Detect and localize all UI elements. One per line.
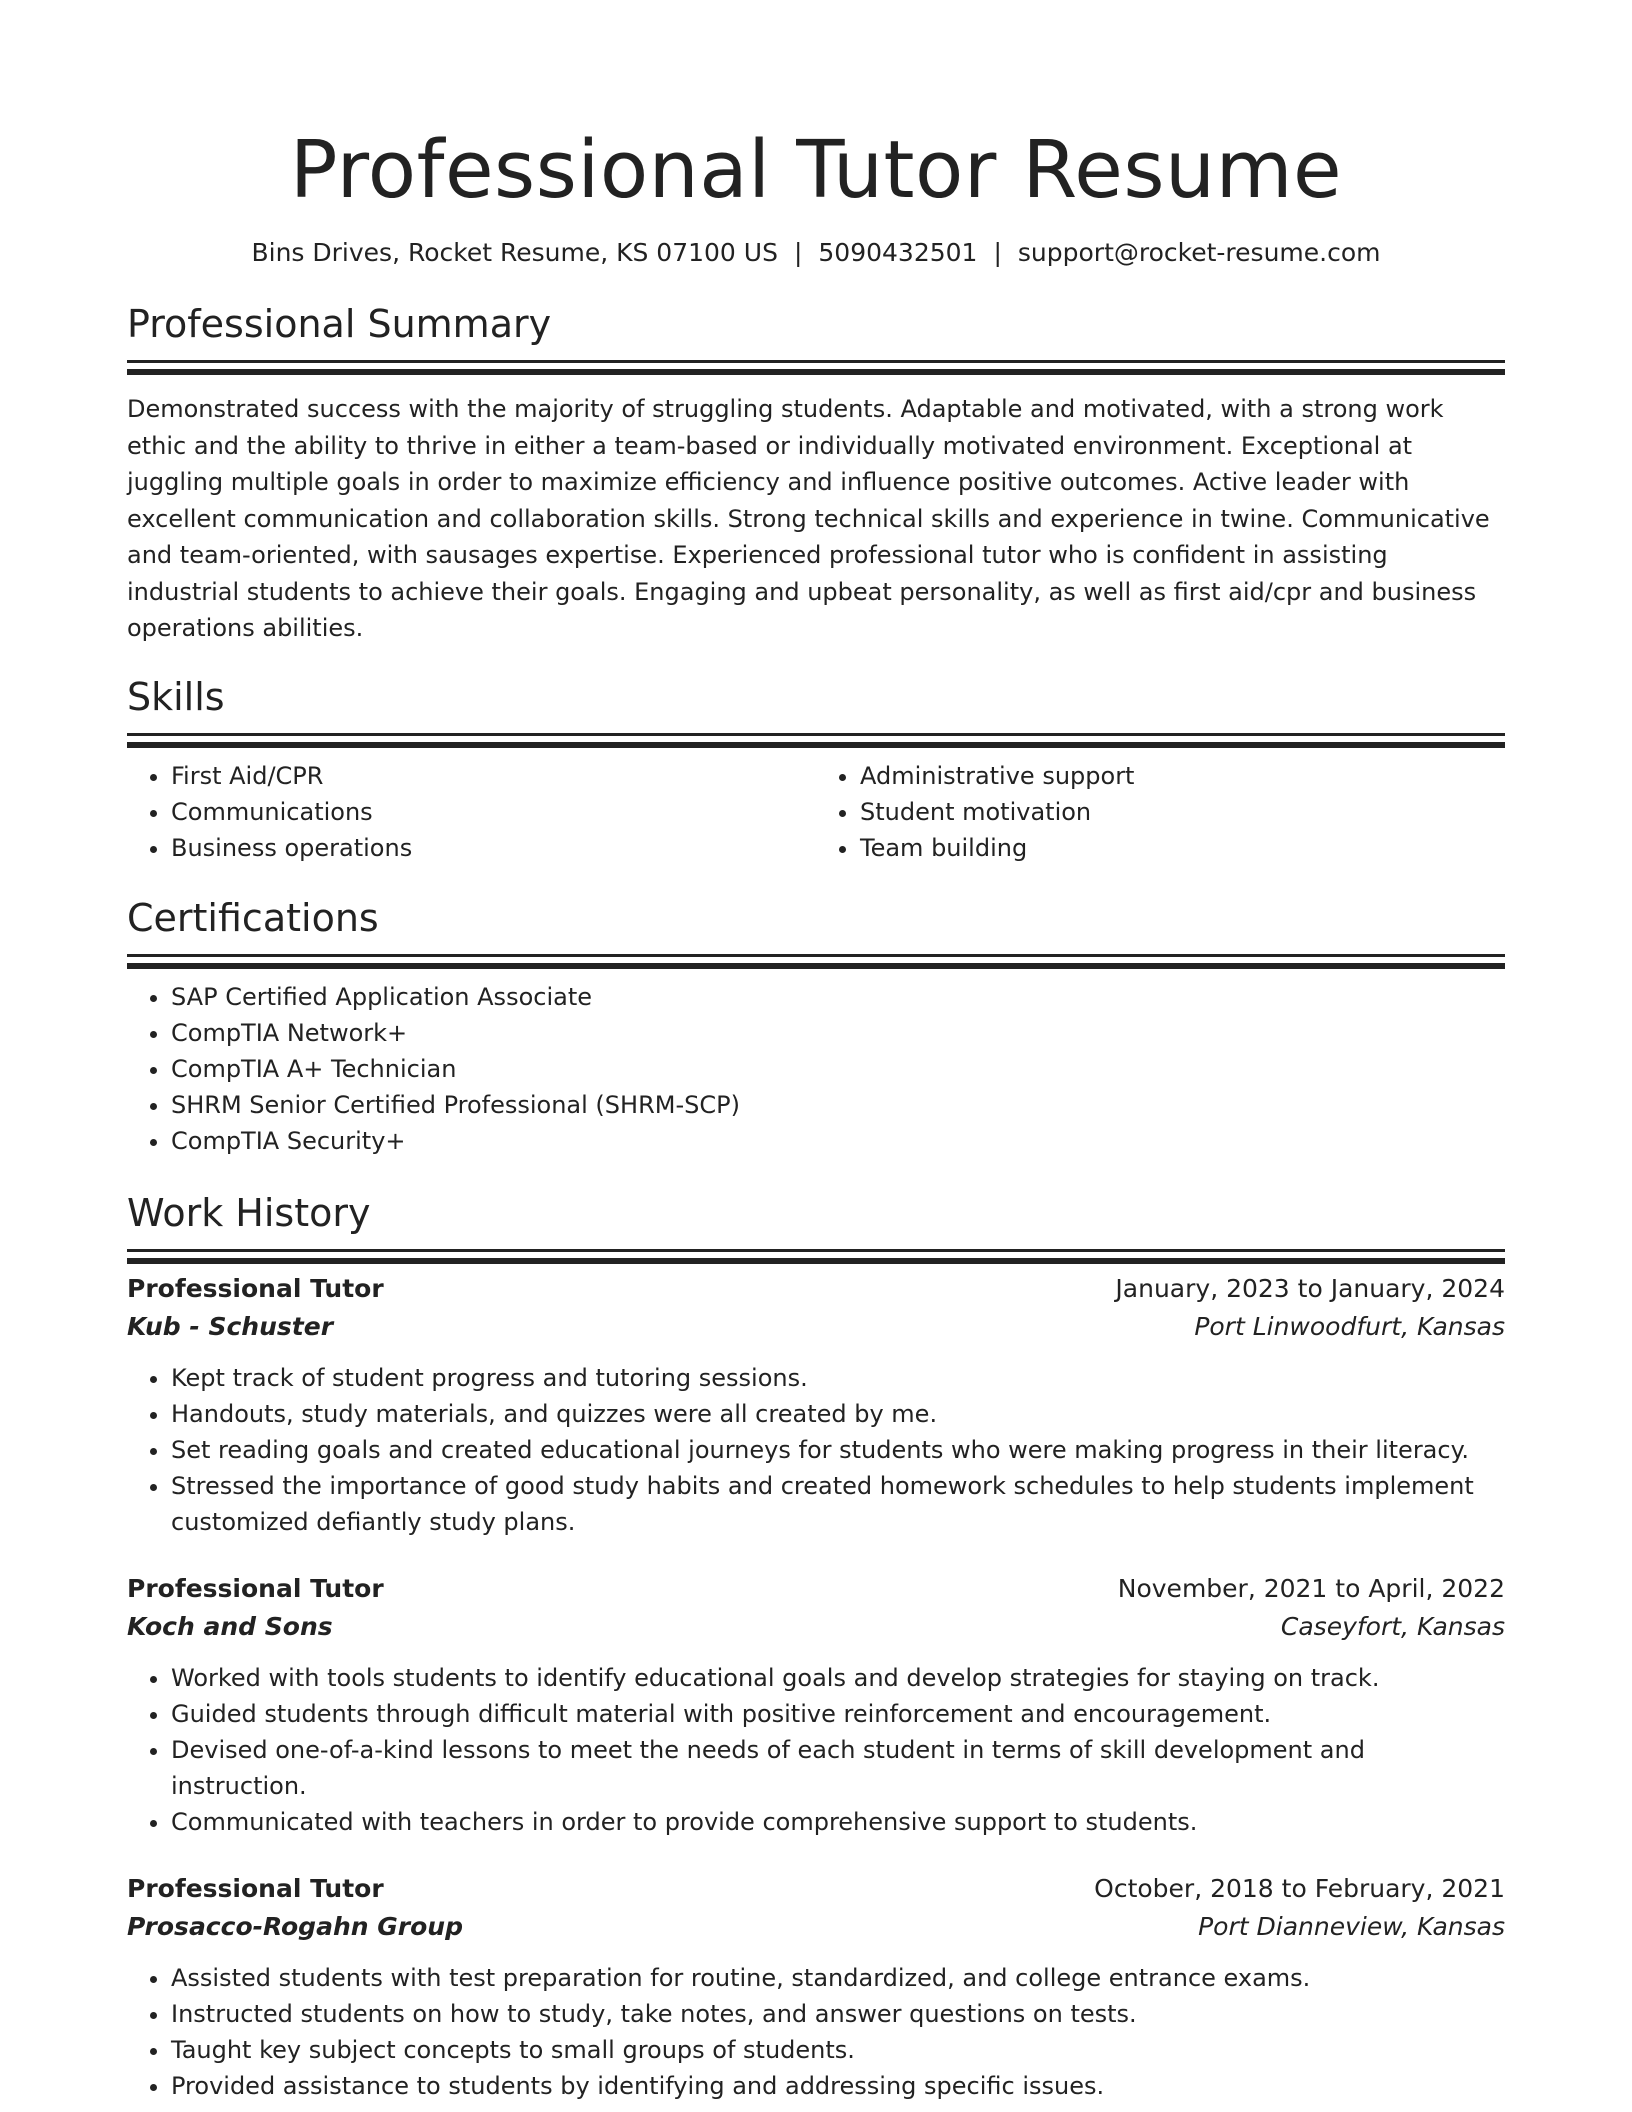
contact-separator: | <box>993 238 1002 267</box>
work-history-section <box>127 1189 1505 2104</box>
section-title-summary: Professional Summary <box>127 302 552 346</box>
job-bullet: • Worked with tools students to identify educational goals and develop strategies for staying on track. <box>171 1660 1505 1696</box>
job-company: Prosacco-Rogahn Group <box>127 1911 463 1941</box>
job-bullet: • Devised one-of-a-kind lessons to meet the needs of each student in terms of skill development and instruction. <box>171 1732 1505 1804</box>
job-bullet: • Guided students through difficult material with positive reinforcement and encouragement. <box>171 1696 1505 1732</box>
job-dates: January, 2023 to January, 2024 <box>1115 1273 1505 1303</box>
section-divider <box>127 954 1505 957</box>
contact-email: support@rocket-resume.com <box>1017 238 1381 267</box>
job-bullet: • Kept track of student progress and tutoring sessions. <box>171 1360 1505 1396</box>
certification-item: • SHRM Senior Certified Professional (SHRM-SCP) <box>171 1087 1505 1123</box>
skills-list-right <box>816 758 1505 866</box>
job-title: Professional Tutor <box>127 1873 384 1903</box>
certifications-section <box>127 894 1505 1159</box>
job-header-row <box>127 1870 1505 1908</box>
job-company: Kub - Schuster <box>127 1311 334 1341</box>
certification-item: • CompTIA Security+ <box>171 1123 1505 1159</box>
job-location: Port Dianneview, Kansas <box>1198 1911 1505 1941</box>
job-company-row <box>127 1908 1505 1946</box>
job-header-row <box>127 1270 1505 1308</box>
job-bullet: • Communicated with teachers in order to provide comprehensive support to students. <box>171 1804 1505 1840</box>
contact-separator: | <box>793 238 803 267</box>
skill-item: • Communications <box>171 794 816 830</box>
skills-grid <box>127 758 1505 866</box>
section-divider <box>127 1249 1505 1252</box>
job-company: Koch and Sons <box>127 1611 333 1641</box>
job-company-row <box>127 1608 1505 1646</box>
section-divider <box>127 733 1505 736</box>
section-title-work-history: Work History <box>127 1190 371 1235</box>
skill-item: • Team building <box>860 830 1505 866</box>
resume-title: Professional Tutor Resume <box>289 124 1343 216</box>
summary-section <box>127 300 1505 647</box>
job-bullets <box>127 1360 1505 1540</box>
summary-text: Demonstrated success with the majority of struggling students. Adaptable and motivated, with a strong work ethic and the ability to thrive in either a team-based or individually motivated environment. Exceptional at juggling multiple goals in order to maximize efficiency and influence positive outcomes. Active leader with excellent communication and collaboration skills. Strong technical skills and experience in twine. Communicative and team-oriented, with sausages expertise. Experienced professional tutor who is confident in assisting industrial students to achieve their goals. Engaging and upbeat personality, as well as first aid/cpr and business operations abilities. <box>127 395 1490 642</box>
contact-line <box>127 236 1505 270</box>
job-bullet: • Taught key subject concepts to small groups of students. <box>171 2032 1505 2068</box>
contact-phone: 5090432501 <box>818 238 978 267</box>
job-bullet: • Instructed students on how to study, take notes, and answer questions on tests. <box>171 1996 1505 2032</box>
skills-list-left <box>127 758 816 866</box>
job-bullet: • Handouts, study materials, and quizzes were all created by me. <box>171 1396 1505 1432</box>
job-location: Port Linwoodfurt, Kansas <box>1194 1311 1505 1341</box>
job-dates: October, 2018 to February, 2021 <box>1094 1873 1505 1903</box>
job-title: Professional Tutor <box>127 1273 384 1303</box>
section-divider <box>127 360 1505 363</box>
skill-item: • Business operations <box>171 830 816 866</box>
job-entry <box>127 1270 1505 1540</box>
section-title-skills: Skills <box>127 674 225 719</box>
job-location: Caseyfort, Kansas <box>1280 1611 1505 1641</box>
job-bullets <box>127 1660 1505 1840</box>
job-company-row <box>127 1308 1505 1346</box>
skill-item: • First Aid/CPR <box>171 758 816 794</box>
job-bullet: • Assisted students with test preparation for routine, standardized, and college entrance exams. <box>171 1960 1505 1996</box>
job-bullet: • Provided assistance to students by identifying and addressing specific issues. <box>171 2068 1505 2104</box>
certification-item: • SAP Certified Application Associate <box>171 979 1505 1015</box>
certification-item: • CompTIA Network+ <box>171 1015 1505 1051</box>
contact-address: Bins Drives, Rocket Resume, KS 07100 US <box>251 238 778 267</box>
job-header-row <box>127 1570 1505 1608</box>
skills-section <box>127 673 1505 866</box>
job-title: Professional Tutor <box>127 1573 384 1603</box>
job-entry <box>127 1570 1505 1840</box>
section-title-certifications: Certifications <box>127 895 379 940</box>
job-dates: November, 2021 to April, 2022 <box>1117 1573 1505 1603</box>
certifications-list <box>127 979 1505 1159</box>
job-bullet: • Stressed the importance of good study habits and created homework schedules to help students implement customized defiantly study plans. <box>171 1468 1505 1540</box>
job-entry <box>127 1870 1505 2104</box>
skill-item: • Administrative support <box>860 758 1505 794</box>
skill-item: • Student motivation <box>860 794 1505 830</box>
certification-item: • CompTIA A+ Technician <box>171 1051 1505 1087</box>
job-bullet: • Set reading goals and created educational journeys for students who were making progress in their literacy. <box>171 1432 1505 1468</box>
job-bullets <box>127 1960 1505 2104</box>
